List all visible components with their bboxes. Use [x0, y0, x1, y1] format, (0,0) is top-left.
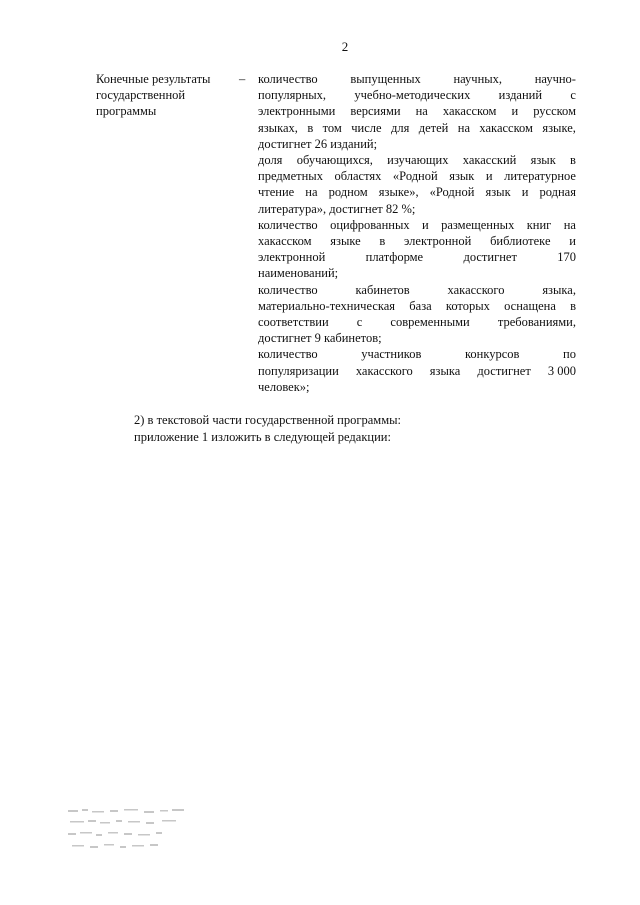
result-word: язык [530, 153, 556, 168]
result-word: популяризации [258, 363, 339, 378]
result-word: количество [258, 217, 318, 232]
result-line [258, 184, 576, 200]
result-word: достигнет 9 кабинетов; [258, 331, 382, 346]
result-line [258, 71, 576, 87]
result-word: 170 [557, 250, 576, 265]
result-line [258, 249, 576, 265]
result-word: хакасский [462, 153, 517, 168]
result-word: платформе [365, 250, 424, 265]
result-word: электронной [404, 234, 472, 249]
result-line [258, 265, 576, 281]
result-word: языка, [542, 282, 576, 297]
result-word: выпущенных [350, 72, 421, 86]
result-word: русском [533, 104, 576, 119]
result-item [258, 217, 576, 282]
result-word: хакасского [447, 282, 505, 297]
result-word: языка [429, 363, 461, 378]
result-word: для [390, 120, 410, 135]
body-paragraph: приложение 1 изложить в следующей редакции: [134, 430, 391, 444]
result-word: доля [258, 153, 283, 168]
result-item [258, 71, 576, 152]
result-line [258, 103, 576, 119]
result-word: количество [258, 72, 318, 86]
section-label-line: Конечные результаты [96, 72, 211, 86]
result-word: родном [328, 185, 368, 200]
result-word: требованиями, [497, 315, 576, 330]
body-text [134, 412, 554, 446]
section-label-line: программы [96, 104, 157, 119]
result-word: и [485, 169, 493, 184]
result-word: человек»; [258, 379, 310, 394]
result-word: язык [485, 185, 511, 200]
result-line [258, 120, 576, 136]
result-word: оцифрованных [330, 217, 410, 232]
result-word: книг [526, 217, 552, 232]
result-word: литературное [504, 169, 576, 184]
result-word: библиотеке [490, 234, 551, 249]
results-list [258, 71, 576, 395]
result-word: хакасском [258, 234, 312, 249]
result-word: хакасского [355, 363, 413, 378]
result-word: на [563, 217, 576, 232]
result-word: с [356, 315, 363, 330]
result-line [258, 201, 576, 217]
section-label-line: государственной [96, 88, 186, 103]
result-word: соответствии [258, 315, 329, 330]
result-word: «Родной [429, 185, 475, 200]
result-word: научных, [453, 72, 503, 86]
result-word: «Родной [392, 169, 438, 184]
result-line [258, 363, 576, 379]
result-word: современными [390, 315, 470, 330]
result-word: литература», достигнет 82 %; [258, 201, 416, 216]
result-word: языке, [542, 120, 576, 135]
result-word: на [305, 185, 318, 200]
result-line [258, 233, 576, 249]
result-word: и [511, 104, 519, 119]
result-word: на [457, 120, 471, 135]
result-word: в [307, 120, 314, 135]
result-word: база [409, 298, 432, 313]
result-word: которых [445, 298, 490, 313]
result-word: числе [351, 120, 382, 135]
result-word: языках, [258, 120, 298, 135]
page-number: 2 [341, 39, 349, 54]
result-line [258, 136, 576, 152]
section-label [96, 71, 246, 120]
result-word: размещенных [441, 217, 515, 232]
result-word: достигнет [463, 250, 517, 265]
result-word: в [570, 153, 576, 168]
result-word: языке», [378, 185, 419, 200]
result-word: родная [539, 185, 576, 200]
result-word: достигнет [477, 363, 531, 378]
result-item [258, 282, 576, 347]
result-item [258, 152, 576, 217]
result-word: количество [258, 347, 318, 362]
result-word: количество [258, 282, 318, 297]
result-word: обучающихся, [296, 153, 373, 168]
result-line [258, 87, 576, 103]
result-line [258, 346, 576, 362]
body-paragraph: 2) в текстовой части государственной программы: [134, 413, 401, 427]
result-word: материально-техническая [258, 298, 396, 313]
result-line [258, 168, 576, 184]
result-word: в [570, 298, 576, 313]
result-word: конкурсов [464, 347, 520, 362]
result-word: наименований; [258, 266, 339, 281]
result-word: хакасском [479, 120, 533, 135]
result-word: популярных, [258, 88, 327, 103]
result-word: кабинетов [355, 282, 410, 297]
result-word: предметных [258, 169, 323, 184]
result-word: языке [330, 234, 361, 249]
result-word: язык [449, 169, 475, 184]
result-line [258, 330, 576, 346]
result-line [258, 152, 576, 168]
result-word: изучающих [387, 153, 449, 168]
result-word: и [521, 185, 529, 200]
result-line [258, 379, 576, 395]
result-word: электронной [258, 250, 326, 265]
result-line [258, 314, 576, 330]
result-word: достигнет 26 изданий; [258, 136, 378, 151]
result-word: электронными [258, 104, 336, 119]
result-word: том [322, 120, 342, 135]
result-word: областях [334, 169, 382, 184]
result-word: и [422, 217, 429, 232]
result-item [258, 346, 576, 395]
label-dash: – [239, 72, 246, 86]
faint-stamp-icon [66, 806, 190, 856]
result-word: научно- [534, 72, 576, 86]
result-word: хакасском [442, 104, 497, 119]
result-word: оснащена [504, 298, 556, 313]
result-word: по [563, 347, 576, 362]
result-word: в [379, 234, 386, 249]
result-word: детей [418, 120, 449, 135]
result-word: 3 000 [547, 363, 576, 378]
result-word: и [569, 234, 576, 249]
result-word: чтение [258, 185, 295, 200]
result-word: участников [361, 347, 422, 362]
result-line [258, 298, 576, 314]
result-word: учебно-методических [354, 88, 471, 103]
result-word: с [570, 88, 576, 103]
result-word: на [415, 104, 428, 119]
result-line [258, 217, 576, 233]
result-word: версиями [350, 104, 401, 119]
result-word: изданий [498, 88, 543, 103]
result-line [258, 282, 576, 298]
